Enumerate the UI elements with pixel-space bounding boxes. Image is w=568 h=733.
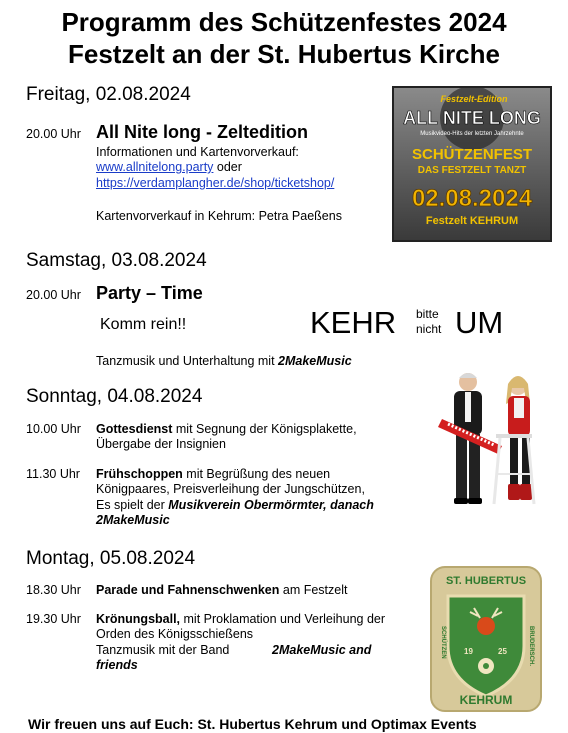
- music-prefix: Tanzmusik und Unterhaltung mit: [96, 354, 279, 368]
- kehr-text: KEHR: [310, 305, 397, 340]
- event-title: Gottesdienst: [96, 422, 173, 436]
- day-heading-friday: Freitag, 02.08.2024: [26, 84, 191, 105]
- poster-line2: DAS FESTZELT TANZT: [417, 165, 527, 176]
- band-name: Musikverein Obermörmter, danach: [168, 498, 374, 512]
- event-time: 19.30 Uhr: [26, 612, 81, 626]
- event-time: 11.30 Uhr: [26, 467, 80, 481]
- event-line: Orden des Königsschießens: [96, 627, 254, 641]
- event-poster: [392, 86, 552, 242]
- info-text: Informationen und Kartenvorverkauf:: [96, 145, 299, 159]
- event-line: Gottesdienst mit Segnung der Königsplakette,: [96, 422, 357, 436]
- poster-place: Festzelt KEHRUM: [425, 215, 519, 227]
- event-time: 20.00 Uhr: [26, 288, 81, 302]
- allnitelong-link[interactable]: www.allnitelong.party: [96, 160, 214, 174]
- event-line: Königpaares, Preisverleihung der Jungschützen,: [96, 482, 365, 496]
- day-heading-sunday: Sonntag, 04.08.2024: [26, 386, 203, 407]
- event-title: All Nite long - Zeltedition: [96, 122, 308, 142]
- brotherhood-badge: [430, 566, 542, 712]
- event-title: Party – Time: [96, 283, 203, 303]
- poster-sub: Musikvideo-Hits der letzten Jahrzehnte: [420, 131, 524, 137]
- event-time: 10.00 Uhr: [26, 422, 81, 436]
- event-line: Tanzmusik mit der Band: [96, 643, 230, 657]
- day-heading-monday: Montag, 05.08.2024: [26, 548, 196, 569]
- badge-bottom: KEHRUM: [459, 693, 513, 707]
- oder-text: oder: [213, 160, 242, 174]
- event-line: Frühschoppen mit Begrüßung des neuen: [96, 467, 331, 481]
- day-heading-saturday: Samstag, 03.08.2024: [26, 250, 207, 271]
- link-line: [96, 160, 242, 175]
- um-text: UM: [455, 305, 504, 340]
- poster-art: [394, 88, 550, 240]
- footer-text: Wir freuen uns auf Euch: St. Hubertus Kehrum und Optimax Events: [28, 716, 477, 732]
- poster-date: 02.08.2024: [411, 185, 533, 212]
- band-photo: [434, 364, 546, 520]
- poster-edition: Festzelt-Edition: [440, 94, 508, 104]
- nicht-text: nicht: [416, 322, 442, 336]
- event-line: Krönungsball, mit Proklamation und Verleihung der: [96, 612, 386, 626]
- komm-rein-text: Komm rein!!: [100, 316, 187, 333]
- page-title: Programm des Schützenfestes 2024: [61, 7, 507, 37]
- event-line: Übergabe der Insignien: [96, 437, 226, 451]
- event-time: 18.30 Uhr: [26, 583, 81, 597]
- band-name: 2MakeMusic: [278, 354, 352, 368]
- presale-text: Kartenvorverkauf in Kehrum: Petra Paeßens: [96, 209, 342, 223]
- badge-left: SCHÜTZEN: [440, 626, 446, 659]
- band-name: 2MakeMusic: [96, 513, 170, 527]
- bitte-text: bitte: [416, 307, 439, 321]
- poster-brand: ALL NITE LONG: [403, 108, 541, 128]
- page-subtitle: Festzelt an der St. Hubertus Kirche: [68, 39, 500, 69]
- band-name: 2MakeMusic and: [272, 643, 372, 657]
- music-text: [96, 354, 352, 369]
- event-title: Krönungsball,: [96, 612, 181, 626]
- ticketshop-link[interactable]: https://verdamplangher.de/shop/ticketshop/: [96, 176, 335, 190]
- band-name: friends: [96, 658, 138, 672]
- badge-top: ST. HUBERTUS: [445, 575, 527, 587]
- poster-line1: SCHÜTZENFEST: [412, 146, 532, 163]
- event-title: Parade und Fahnenschwenken: [96, 583, 280, 597]
- badge-right: BRUDERSCH.: [528, 626, 534, 667]
- event-line: Es spielt der Musikverein Obermörmter, danach: [96, 498, 374, 512]
- event-title: Frühschoppen: [96, 467, 183, 481]
- event-time: 20.00 Uhr: [26, 127, 81, 141]
- badge-year2: 25: [498, 647, 507, 656]
- badge-year1: 19: [464, 647, 473, 656]
- event-line: Parade und Fahnenschwenken am Festzelt: [96, 583, 348, 597]
